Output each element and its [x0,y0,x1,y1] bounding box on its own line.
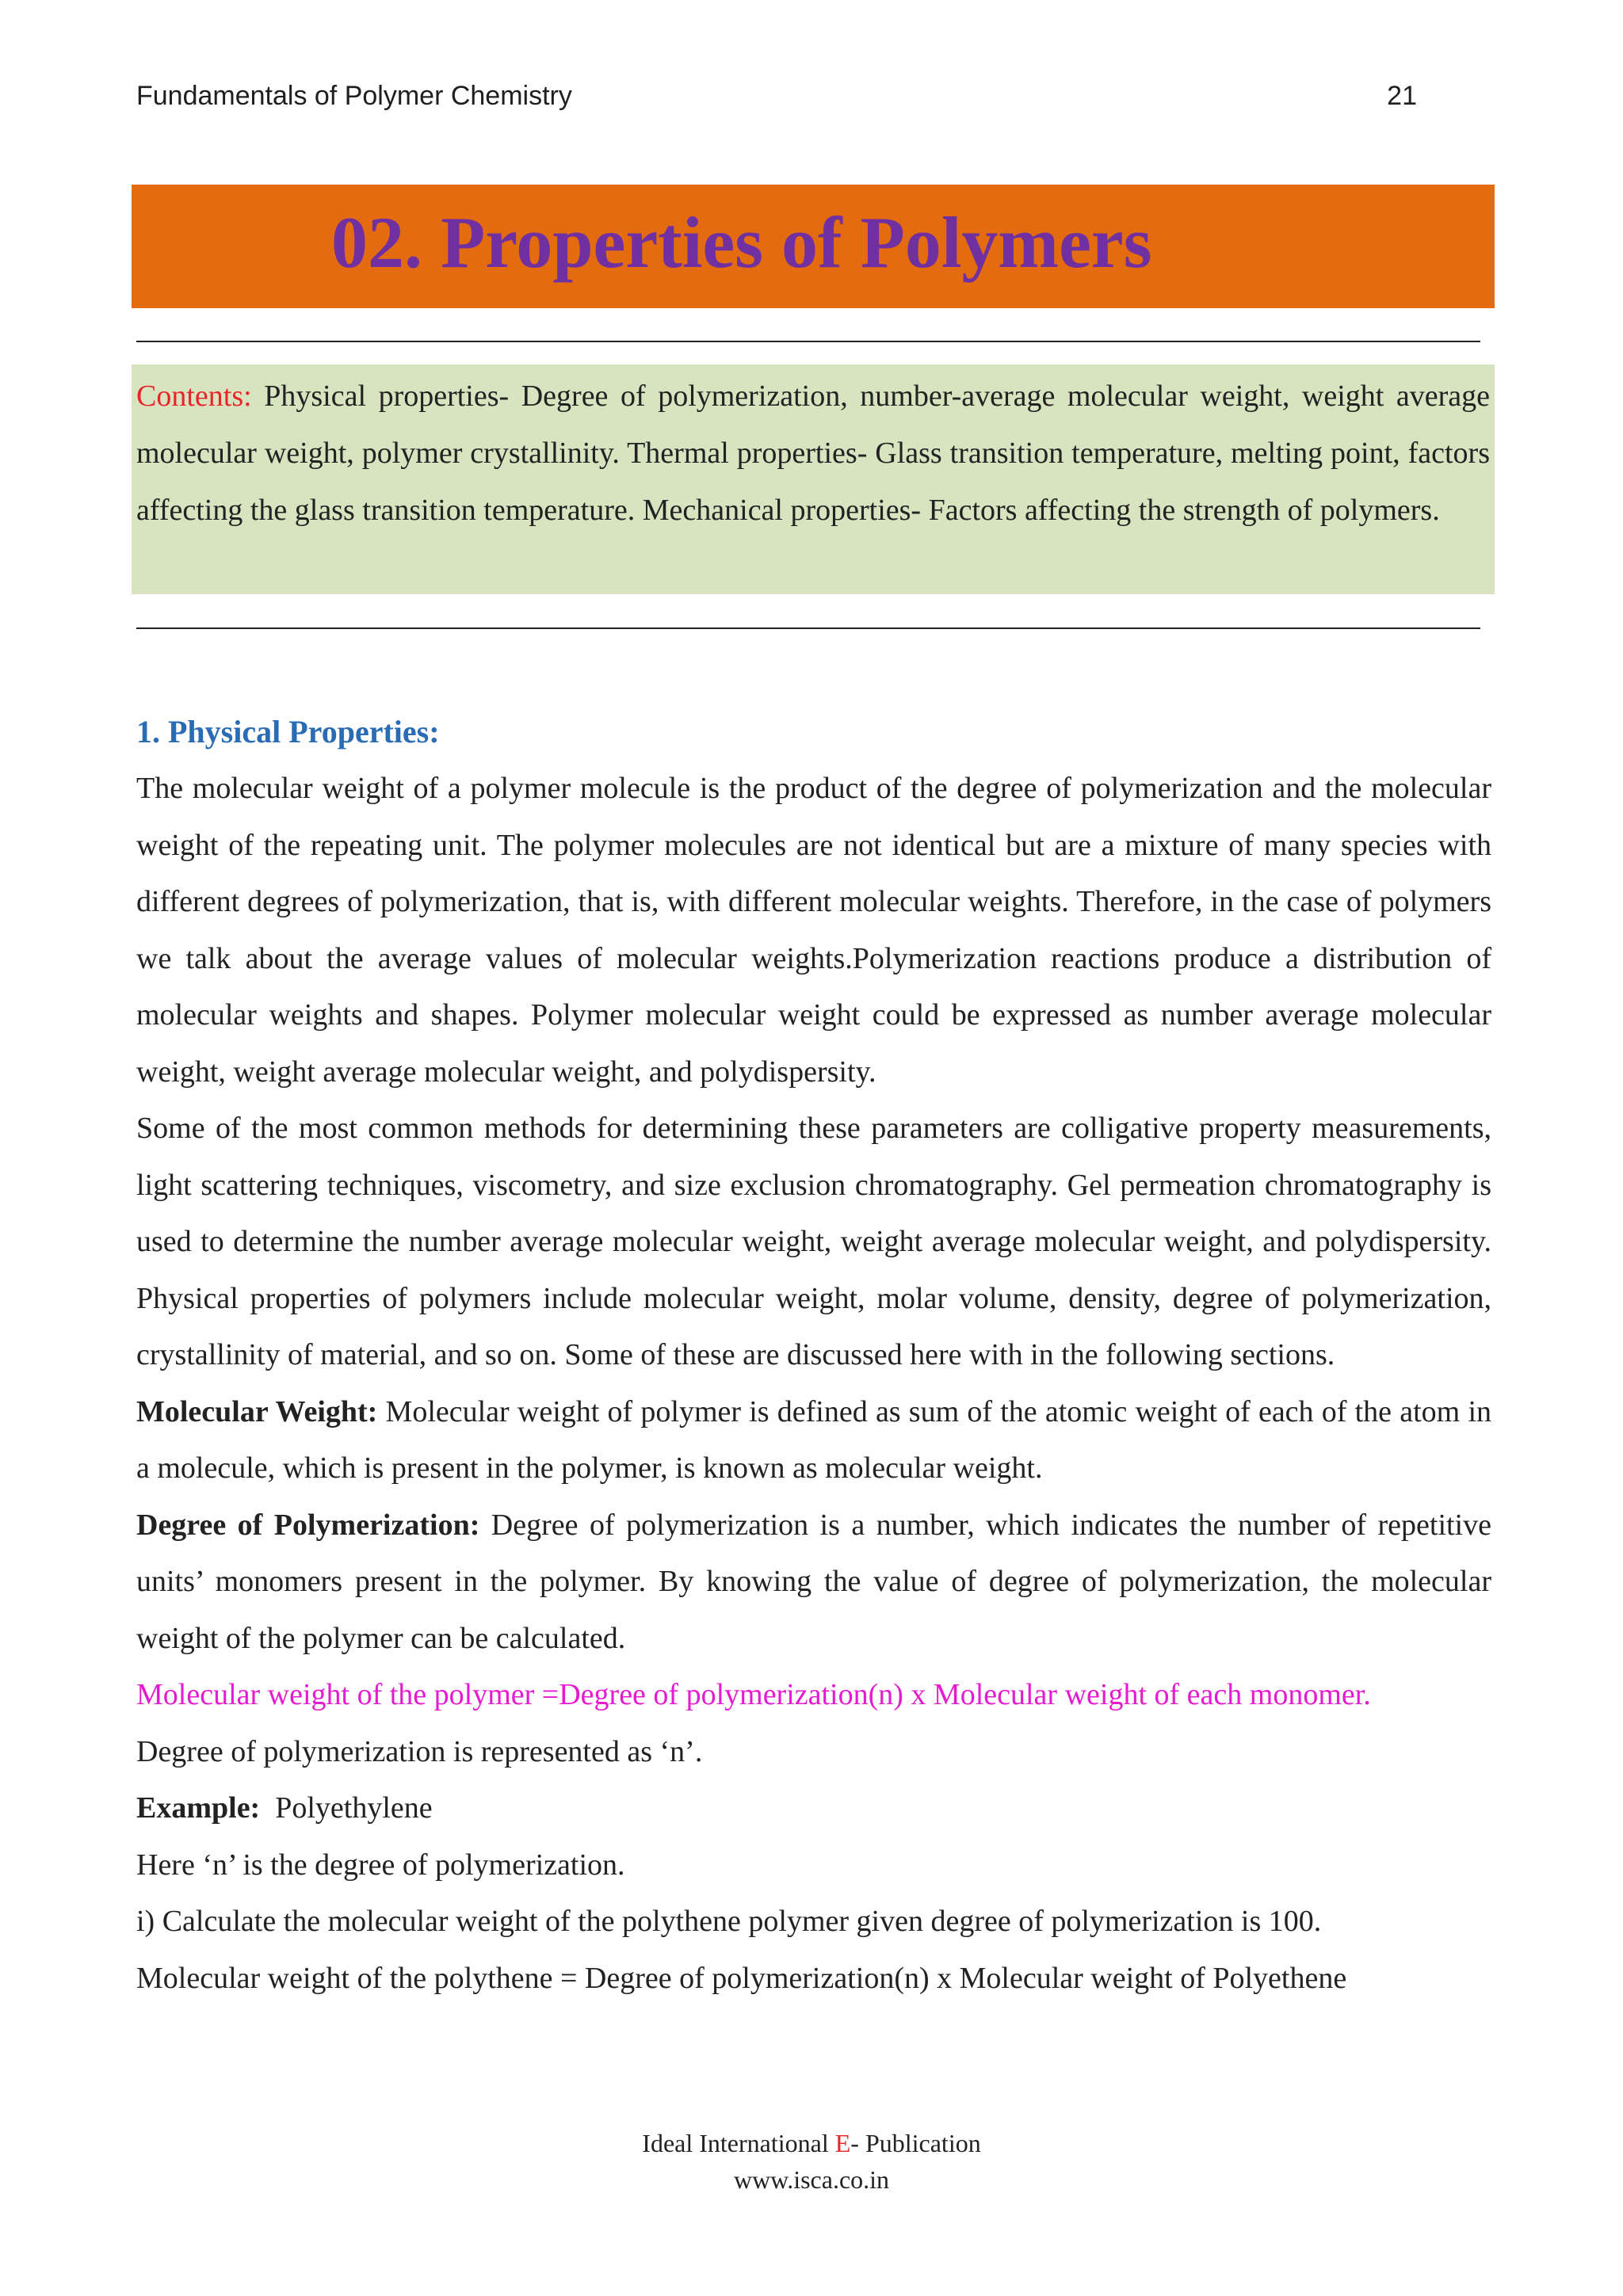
degree-polymerization-text: Degree of polymerization is a number, which indicates the number of repetitive units’ monomers present in the polymer. By knowing the value of degree of polymerization, the molecular weight of the polymer can be calculated. [136,1508,1491,1655]
contents-label: Contents: [136,379,252,413]
example-text: Polyethylene [260,1791,433,1825]
paragraph-intro: The molecular weight of a polymer molecule is the product of the degree of polymerization and the molecular weight of the repeating unit. The polymer molecules are not identical but are a mixture of many species with different degrees of polymerization, that is, with different molecular weights. Therefore, in the case of polymers we talk about the average values of molecular weights.Polymerization reactions produce a distribution of molecular weights and shapes. Polymer molecular weight could be expressed as number average molecular weight, weight average molecular weight, and polydispersity. [136,772,1491,1089]
contents-box [132,364,1495,594]
chapter-title-band [132,185,1495,308]
molecular-weight-text: Molecular weight of polymer is defined as sum of the atomic weight of each of the atom in a molecule, which is present in the polymer, is known as molecular weight. [136,1394,1491,1485]
example-line [136,1780,1491,1837]
example-label: Example: [136,1791,261,1825]
publisher-e: E [834,2129,851,2157]
website-line: www.isca.co.in [733,2165,890,2194]
running-header [136,81,1417,112]
molecular-weight-label: Molecular Weight: [136,1394,378,1428]
page-number: 21 [1387,81,1417,111]
degree-polymerization-label: Degree of Polymerization: [136,1508,480,1542]
publisher-prefix: Ideal International [642,2129,835,2157]
here-n-line: Here ‘n’ is the degree of polymerization. [136,1848,625,1882]
section-heading: 1. Physical Properties: [136,714,440,749]
divider-top [136,341,1480,342]
formula-line: Molecular weight of the polymer =Degree of polymerization(n) x Molecular weight of each monomer. [136,1678,1371,1711]
contents-paragraph [136,368,1490,539]
book-title: Fundamentals of Polymer Chemistry [136,81,572,111]
paragraph-molecular-weight [136,1384,1491,1497]
page-footer [0,2125,1623,2198]
paragraph-degree-polymerization [136,1497,1491,1668]
divider-bottom [136,627,1480,629]
publisher-line [0,2125,1623,2161]
answer-line: Molecular weight of the polythene = Degree of polymerization(n) x Molecular weight of Polyethene [136,1961,1347,1995]
dp-symbol-line: Degree of polymerization is represented as ‘n’. [136,1734,703,1768]
chapter-title: 02. Properties of Polymers [331,202,1152,283]
contents-text: Physical properties- Degree of polymerization, number-average molecular weight, weight average molecular weight, polymer crystallinity. Thermal properties- Glass transition temperature, melting point, factors affecting the glass transition temperature. Mechanical properties- Factors affecting the strength of polymers. [136,379,1490,527]
paragraph-methods: Some of the most common methods for determining these parameters are colligative property measurements, light scattering techniques, viscometry, and size exclusion chromatography. Gel permeation chromatography is used to determine the number average molecular weight, weight average molecular weight, and polydispersity. Physical properties of polymers include molecular weight, molar volume, density, degree of polymerization, crystallinity of material, and so on. Some of these are discussed here with in the following sections. [136,1112,1491,1371]
main-body [136,704,1491,2007]
publisher-suffix: - Publication [850,2129,981,2157]
question-line: i) Calculate the molecular weight of the polythene polymer given degree of polymerization is 100. [136,1905,1322,1938]
